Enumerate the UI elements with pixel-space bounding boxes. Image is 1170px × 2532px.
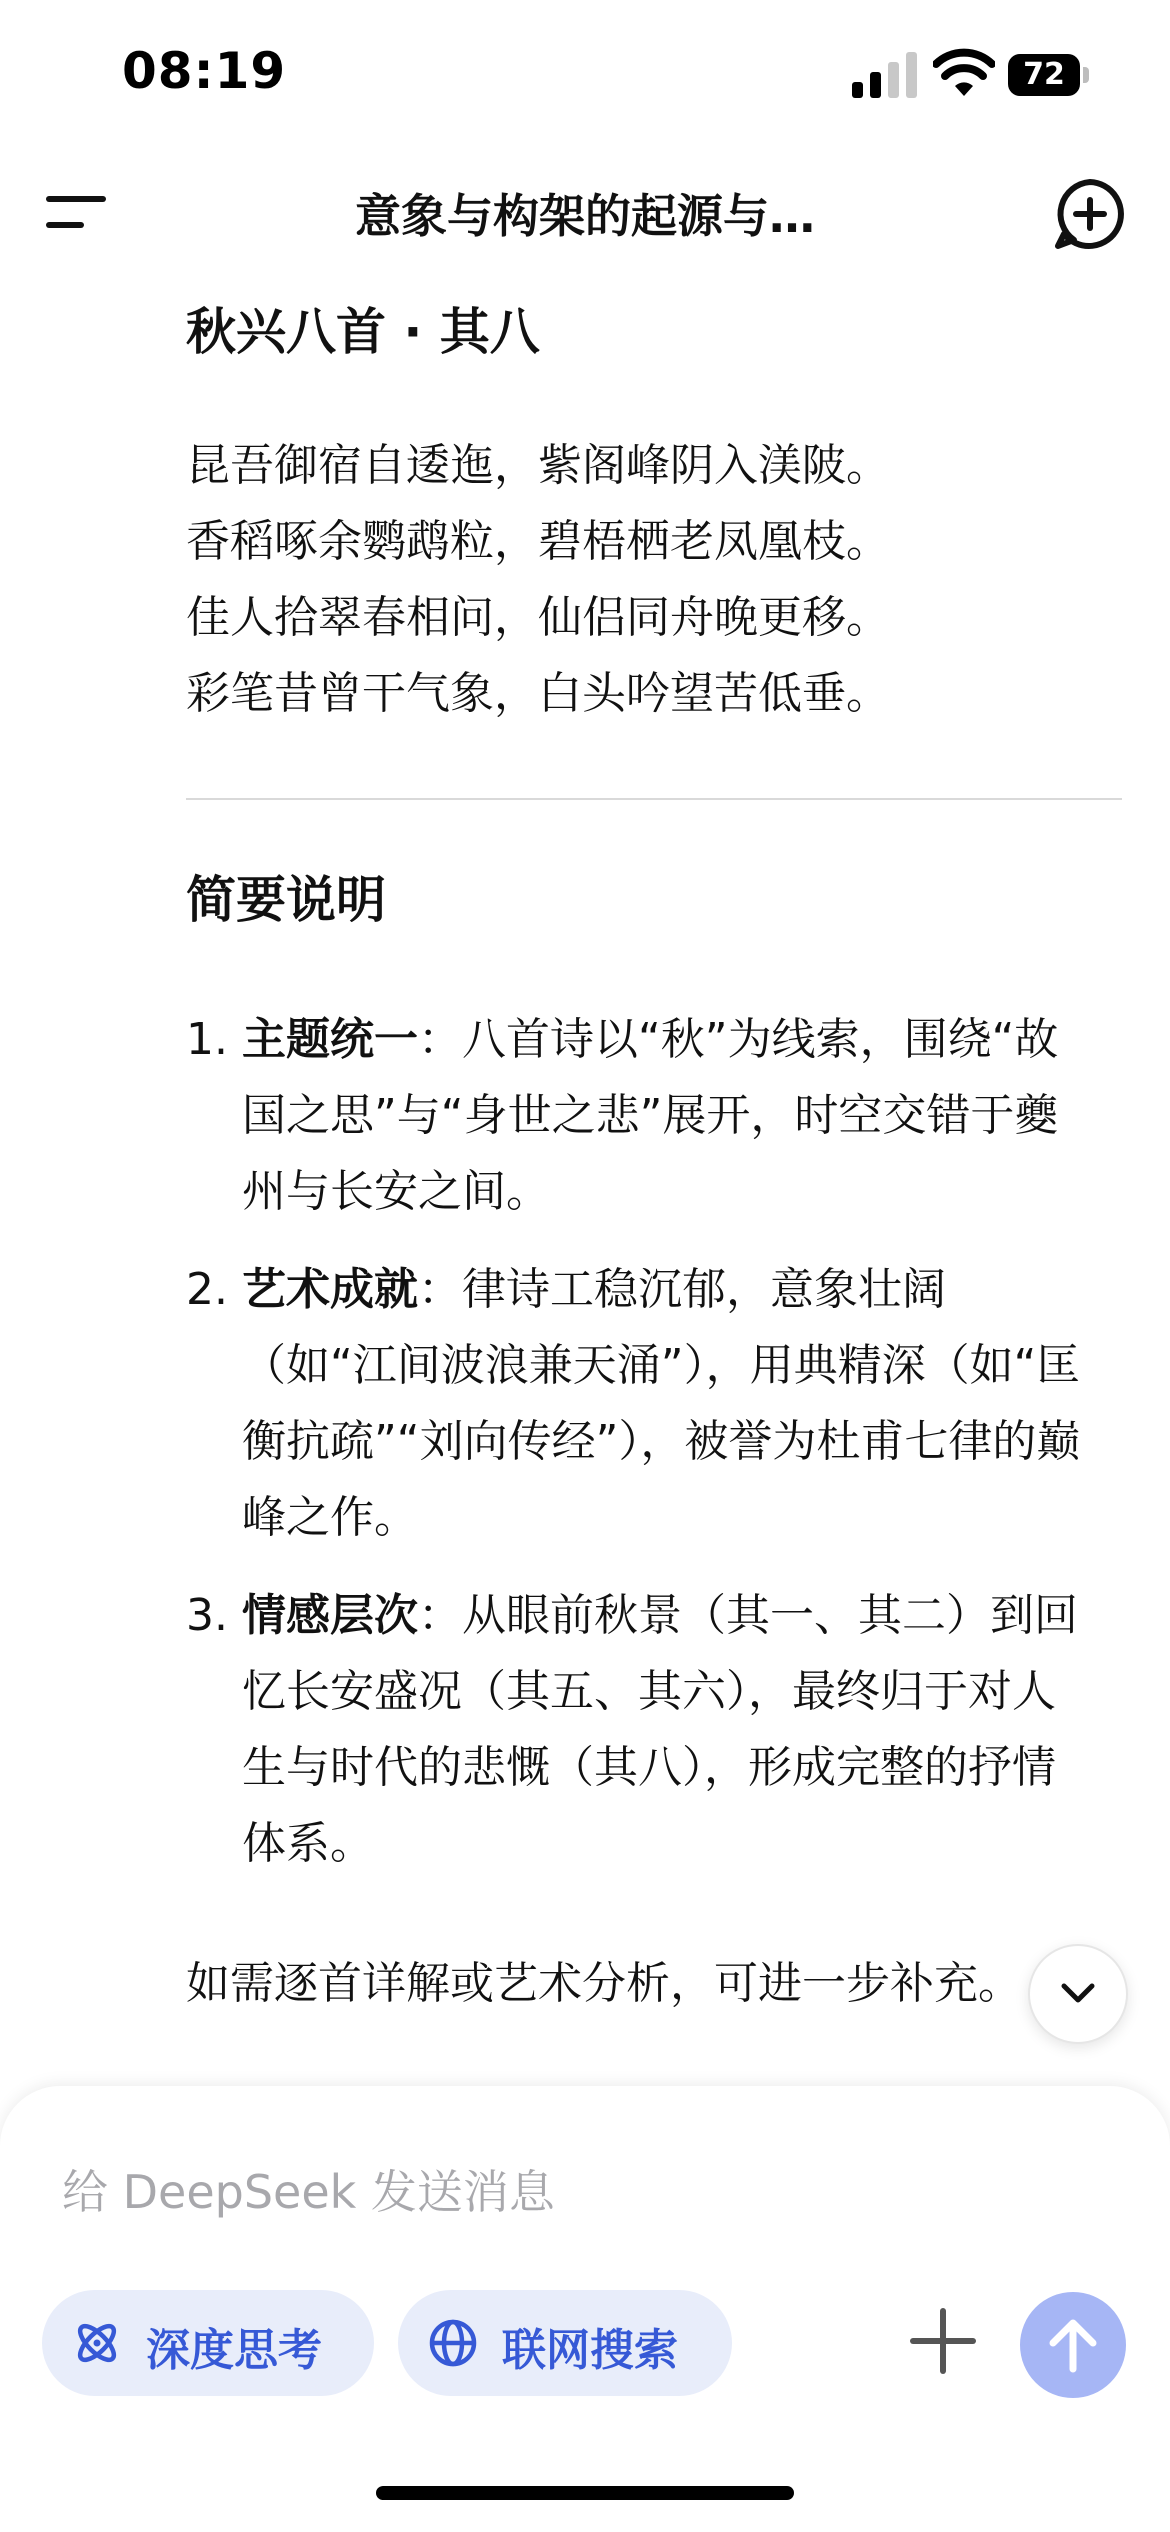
home-indicator bbox=[376, 2486, 794, 2500]
poem-title: 秋兴八首 · 其八 bbox=[186, 303, 540, 361]
list-item bbox=[186, 1578, 1086, 1882]
chat-title: 意象与构架的起源与… bbox=[355, 189, 815, 243]
list-item-number: 2. bbox=[186, 1264, 228, 1315]
list-item-number: 3. bbox=[186, 1590, 228, 1641]
poem-line: 香稻啄余鹦鹉粒，碧梧栖老凤凰枝。 bbox=[186, 516, 890, 567]
divider bbox=[186, 798, 1122, 800]
chevron-down-icon bbox=[1058, 1980, 1098, 2008]
web-search-button[interactable] bbox=[398, 2290, 732, 2396]
atom-icon bbox=[72, 2318, 122, 2368]
send-button[interactable] bbox=[1020, 2292, 1126, 2398]
message-composer bbox=[0, 2086, 1170, 2532]
message-input[interactable] bbox=[60, 2156, 924, 2228]
web-search-label: 联网搜索 bbox=[502, 2325, 678, 2376]
list-item-text: ：律诗工稳沉郁，意象壮阔（如“江间波浪兼天涌”），用典精深（如“匡衡抗疏”“刘向传经”），被誉为杜甫七律的巅峰之作。 bbox=[242, 1264, 1081, 1543]
list-item-heading: 主题统一 bbox=[242, 1014, 418, 1065]
status-bar bbox=[0, 0, 1170, 150]
menu-icon bbox=[46, 196, 106, 202]
status-time: 08:19 bbox=[122, 42, 287, 100]
chat-header bbox=[0, 150, 1170, 270]
poem-line: 佳人拾翠春相问，仙侣同舟晚更移。 bbox=[186, 592, 890, 643]
outro-text: 如需逐首详解或艺术分析，可进一步补充。 bbox=[186, 1958, 1022, 2009]
scroll-to-bottom-button[interactable] bbox=[1028, 1944, 1128, 2044]
poem-line: 昆吾御宿自逶迤，紫阁峰阴入渼陂。 bbox=[186, 440, 890, 491]
menu-button[interactable] bbox=[42, 182, 112, 238]
globe-icon bbox=[428, 2318, 478, 2368]
list-item-number: 1. bbox=[186, 1014, 228, 1065]
list-item bbox=[186, 1002, 1086, 1230]
battery-icon bbox=[1008, 54, 1088, 96]
battery-level: 72 bbox=[1023, 57, 1065, 92]
cellular-signal-icon bbox=[852, 52, 918, 98]
deep-think-label: 深度思考 bbox=[146, 2325, 322, 2376]
poem-line: 彩笔昔曾干气象，白头吟望苦低垂。 bbox=[186, 668, 890, 719]
message-content bbox=[0, 270, 1170, 2070]
list-item bbox=[186, 1252, 1086, 1556]
wifi-icon bbox=[933, 48, 995, 98]
list-item-heading: 艺术成就 bbox=[242, 1264, 418, 1315]
summary-list bbox=[186, 1002, 1086, 1882]
plus-icon[interactable] bbox=[908, 2306, 978, 2376]
arrow-up-icon bbox=[1045, 2315, 1101, 2375]
summary-title: 简要说明 bbox=[186, 871, 386, 929]
new-chat-icon[interactable] bbox=[1052, 176, 1128, 252]
poem-body bbox=[186, 428, 890, 732]
list-item-heading: 情感层次 bbox=[242, 1590, 418, 1641]
deep-think-button[interactable] bbox=[42, 2290, 374, 2396]
list-item-text: ：从眼前秋景（其一、其二）到回忆长安盛况（其五、其六），最终归于对人生与时代的悲慨（其八），形成完整的抒情体系。 bbox=[242, 1590, 1078, 1869]
list-item-text: ：八首诗以“秋”为线索，围绕“故国之思”与“身世之悲”展开，时空交错于夔州与长安之间。 bbox=[242, 1014, 1059, 1217]
